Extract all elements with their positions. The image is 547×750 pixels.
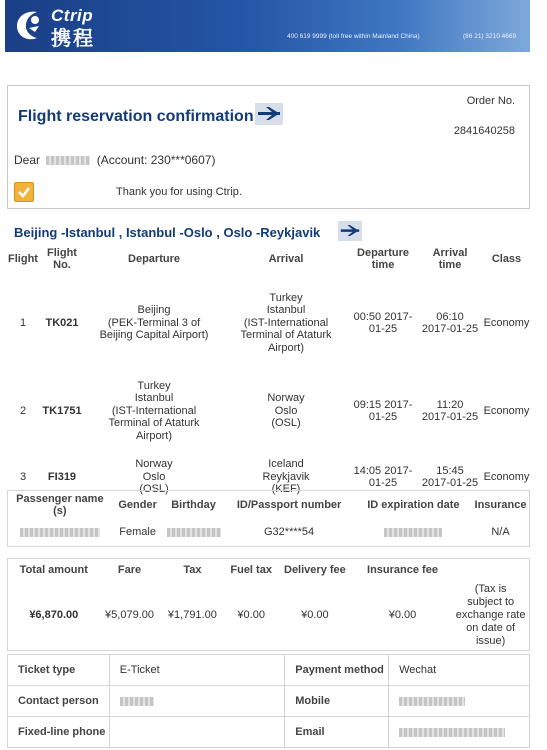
fees-panel [7,558,530,651]
passenger-table-header [8,491,529,519]
col-arr-time-line2: time [438,259,462,271]
flight-arrival [225,274,347,372]
flight-row [5,372,532,450]
confirmation-panel [7,85,530,209]
logo-text-en: Ctrip [51,6,94,25]
email-redacted [389,717,530,748]
flight-row [5,274,532,372]
arrival-line: Oslo [274,404,298,417]
departure-line: Oslo [142,470,166,483]
contact-info-table [7,654,530,748]
col-insurance-fee: Insurance fee [367,564,438,576]
flight-table [5,244,532,504]
flight-departure-time [347,372,419,450]
arr-time-line: 2017-01-25 [421,477,479,489]
departure-line: Istanbul [134,392,174,405]
col-passport: ID/Passport number [236,499,342,511]
arr-time-line: 2017-01-25 [421,411,479,423]
arrival-line: Istanbul [266,304,306,317]
fuel-tax-amount: ¥0.00 [237,608,265,621]
arrival-line: (KEF) [271,483,301,496]
route-plane-icon [338,221,362,241]
flight-departure [83,274,225,372]
greeting-prefix: Dear [14,153,41,167]
greeting [14,153,215,167]
payment-method-label: Payment method [285,655,389,686]
tax-note-line: exchange rate [455,608,526,621]
passenger-row [8,519,529,545]
col-class: Class [491,253,522,265]
departure-line: Terminal of Ataturk [108,417,200,430]
arr-time-line: 2017-01-25 [421,323,479,335]
flight-class: Economy [483,404,530,417]
dolphin-logo-icon [13,8,45,44]
flight-class: Economy [483,316,530,329]
arrival-line: Airport) [267,341,305,354]
info-row [8,717,530,748]
col-flight-no-line2: No. [53,259,71,271]
col-total: Total amount [19,564,88,576]
col-passenger-name-line2: (s) [53,505,67,517]
flight-index: 2 [19,404,27,417]
col-arr-time-line1: Arrival [432,247,468,259]
flight-index: 3 [19,470,27,483]
ctrip-logo[interactable] [13,4,123,48]
col-flight-no-line1: Flight [47,247,77,259]
col-expiry: ID expiration date [367,499,460,511]
flight-table-header [5,244,532,274]
fees-table-header [8,559,529,581]
ticket-type-value: E-Ticket [109,655,284,686]
col-gender: Gender [118,499,157,511]
ticket-type-label: Ticket type [8,655,110,686]
departure-line: Turkey [137,379,171,392]
route-title: Beijing -Istanbul , Istanbul -Oslo , Oslo -Reykjavik [14,225,321,240]
order-number-label: Order No. [466,95,515,107]
col-fuel: Fuel tax [230,564,272,576]
departure-line: (OSL) [139,483,169,496]
flight-class: Economy [483,470,530,483]
fees-row [8,581,529,649]
thanks-message: Thank you for using Ctrip. [116,186,242,198]
col-tax: Tax [183,564,202,576]
hotline-intl-text: (86 21) 3210 4669 [463,33,517,40]
passenger-passport: G32****54 [264,526,315,538]
fare-amount: ¥5,079.00 [105,608,154,621]
departure-line: Beijing Capital Airport) [99,329,209,342]
dep-time-line: 00:50 2017- [353,310,413,323]
total-amount: ¥6,870.00 [29,608,79,621]
tax-amount: ¥1,791.00 [167,608,217,621]
passenger-table [8,491,529,545]
flight-arrival-time [419,274,481,372]
arr-time-line: 06:10 [436,310,464,323]
fixed-line-phone-label: Fixed-line phone [8,717,110,748]
email-label: Email [285,717,389,748]
checkmark-icon [14,182,34,202]
info-row [8,686,530,717]
passenger-insurance: N/A [491,526,510,538]
arrival-line: (OSL) [271,417,301,430]
tax-note-line: subject to [467,595,515,608]
passenger-gender: Female [119,526,156,538]
fees-table [8,559,529,649]
page-title: Flight reservation confirmation [18,108,254,125]
tax-note-line: (Tax is [474,582,507,595]
col-dep-time-line1: Departure [357,247,409,259]
col-arrival: Arrival [268,253,304,265]
contact-person-label: Contact person [8,686,110,717]
tax-note-line: on date of [466,621,516,634]
passenger-expiry-redacted [355,519,472,545]
arrival-line: (IST-International [243,316,329,329]
dep-time-line: 14:05 2017- [353,464,413,477]
flight-number: TK1751 [42,404,82,417]
flight-number: TK021 [45,316,79,329]
info-row [8,655,530,686]
logo-text-cn: 携程 [51,26,95,50]
order-number: 2841640258 [453,125,515,137]
col-birthday: Birthday [171,499,216,511]
insurance-fee-amount: ¥0.00 [388,608,417,621]
col-flight-no [41,244,83,274]
arrival-line: Norway [267,392,305,405]
departure-line: (PEK-Terminal 3 of [107,316,201,329]
col-insurance: Insurance [474,499,527,511]
flight-arrival [225,372,347,450]
account-text: (Account: 230***0607) [96,153,216,167]
delivery-fee-amount: ¥0.00 [301,608,329,621]
departure-line: Beijing [137,304,171,317]
contact-person-redacted [109,686,284,717]
col-dep-time-line2: time [371,259,395,271]
col-passenger-name [8,491,112,519]
arrival-line: Iceland [268,458,304,471]
flight-number: FI319 [47,470,77,483]
passenger-name-redacted [8,519,112,545]
flight-index: 1 [19,316,27,329]
fixed-line-phone-value [109,717,284,748]
tax-note-line: issue) [475,634,506,647]
arrival-line: Turkey [269,291,303,304]
flight-departure-time [347,274,419,372]
passenger-panel [7,490,530,547]
departure-line: Airport) [135,429,173,442]
col-departure: Departure [128,253,180,265]
tax-note [452,581,529,649]
col-passenger-name-line1: Passenger name [16,493,104,505]
flight-arrival-time [419,372,481,450]
mobile-label: Mobile [285,686,389,717]
departure-line: (IST-International [111,404,197,417]
passenger-birthday-redacted [164,519,224,545]
col-fare: Fare [117,564,142,576]
col-departure-time [347,244,419,274]
dep-time-line: 09:15 2017- [353,398,413,411]
departure-line: Norway [135,458,173,471]
arrival-line: Reykjavik [262,470,310,483]
dep-time-line: 01-25 [368,323,398,335]
col-delivery: Delivery fee [284,564,346,576]
arr-time-line: 15:45 [436,464,464,477]
site-header [5,0,530,52]
payment-method-value: Wechat [389,655,530,686]
plane-icon [255,103,283,125]
dep-time-line: 01-25 [368,411,398,423]
col-flight: Flight [8,253,38,265]
arrival-line: Terminal of Ataturk [240,329,332,342]
redacted-name [46,156,90,165]
dep-time-line: 01-25 [368,477,398,489]
col-arrival-time [419,244,481,274]
arr-time-line: 11:20 [436,398,464,411]
mobile-redacted [389,686,530,717]
hotline-text: 400 619 9999 (toll free within Mainland China) [287,33,420,40]
flight-departure [83,372,225,450]
